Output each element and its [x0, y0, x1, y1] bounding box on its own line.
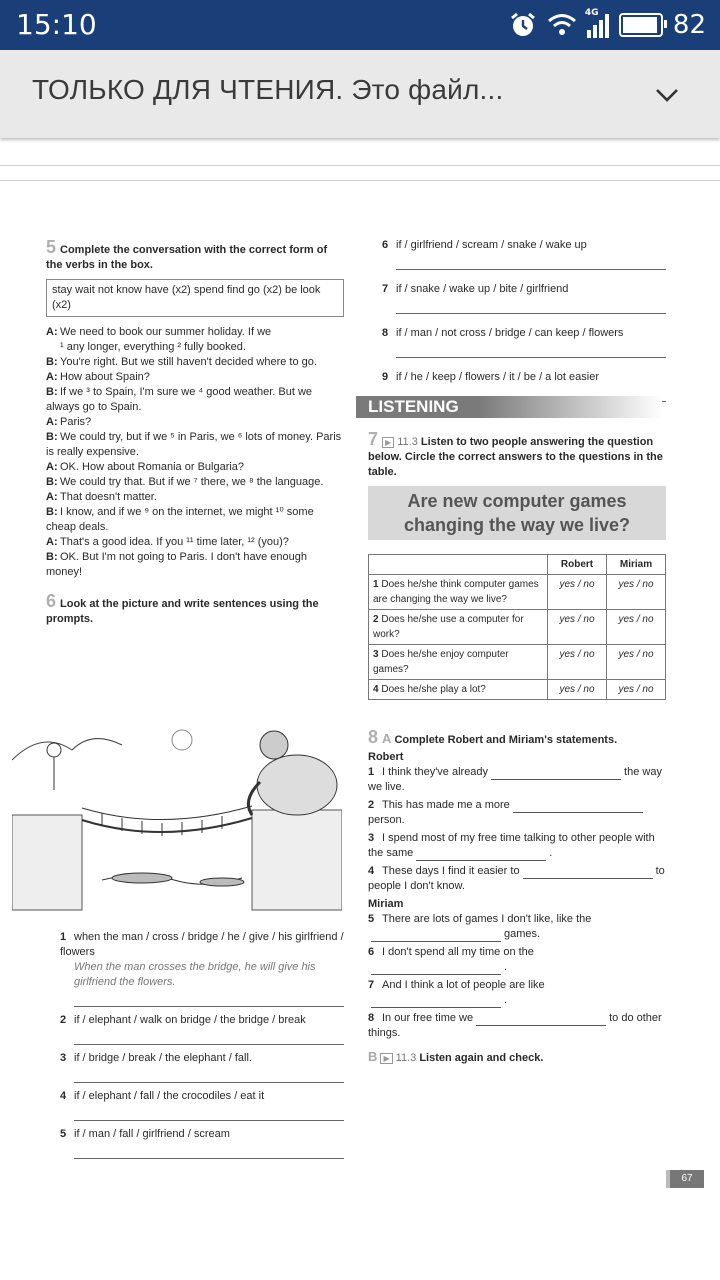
- item-number: 4: [368, 865, 375, 877]
- prompt-text: [382, 238, 666, 253]
- dialogue-line: [46, 505, 344, 535]
- statement-end: .: [504, 994, 508, 1006]
- dialogue-line: [46, 475, 344, 490]
- statement-end: person.: [368, 814, 405, 826]
- document-page[interactable]: [0, 180, 720, 1200]
- item-number: 4: [60, 1090, 67, 1102]
- prompt-text: [60, 1051, 344, 1066]
- prompt-words: if / elephant / fall / the crocodiles / eat it: [74, 1090, 265, 1102]
- statement-start: These days I find it easier to: [382, 865, 520, 877]
- ex5-heading: 5 Complete the conversation with the correct form of the verbs in the box.: [46, 237, 328, 271]
- robert-answer[interactable]: yes / no: [548, 645, 607, 680]
- question-text: Does he/she enjoy computer games?: [373, 649, 509, 675]
- dialogue-line: [46, 460, 344, 475]
- statement-end: to do other things.: [368, 1012, 662, 1039]
- prompt-text: [382, 326, 666, 341]
- answer-line[interactable]: [74, 1146, 344, 1159]
- line-text: We could try that. But if we ⁷ there, we ⁸ the language.: [60, 476, 324, 488]
- dialogue-line: [46, 415, 344, 430]
- item-number: 5: [60, 1128, 67, 1140]
- answer-blank[interactable]: [371, 931, 501, 942]
- table-row: [369, 645, 666, 680]
- statement: [368, 1011, 666, 1041]
- signal-icon: [584, 8, 609, 38]
- statement-start: I don't spend all my time on the: [382, 946, 534, 958]
- divider: [0, 165, 720, 166]
- item-number: 2: [60, 1014, 67, 1026]
- listening-title: LISTENING: [356, 396, 662, 418]
- prompt-text: [60, 1013, 344, 1028]
- ex7-heading: 7 ▶ 11.3 Listen to two people answering the question below. Circle the correct answers to the questions in the table.: [368, 429, 663, 478]
- document-title-bar: [0, 50, 720, 138]
- prompt-item: [382, 238, 666, 270]
- prompt-words: if / bridge / break / the elephant / fall.: [74, 1052, 252, 1064]
- ex6-items-left: [60, 930, 344, 1165]
- ex7-title: Listen to two people answering the question below. Circle the correct answers to the questions in the table.: [368, 436, 663, 478]
- question-cell: [369, 680, 548, 700]
- line-text: Paris?: [60, 416, 92, 428]
- statement: [368, 912, 666, 942]
- line-text: We could try, but if we ⁵ in Paris, we ⁶ lots of money. Paris is really expensive.: [46, 431, 342, 458]
- answer-blank[interactable]: [371, 997, 501, 1008]
- page-number: 67: [670, 1170, 704, 1188]
- prompt-words: if / man / fall / girlfriend / scream: [74, 1128, 230, 1140]
- prompt-text: [60, 930, 344, 960]
- prompt-words: if / elephant / walk on bridge / the bridge / break: [74, 1014, 306, 1026]
- speaker: A:: [46, 536, 58, 548]
- statement-start: I spend most of my free time talking to other people with the same: [368, 832, 655, 859]
- statement-end: .: [504, 961, 508, 973]
- dialogue-line: [46, 325, 344, 340]
- track-number: 11.3: [397, 436, 418, 448]
- answers-table: [368, 554, 666, 700]
- row-number: 2: [373, 614, 379, 625]
- statement: [368, 831, 666, 861]
- alarm-icon: [509, 11, 537, 39]
- answer-blank[interactable]: [416, 850, 546, 861]
- line-text: I know, and if we ⁹ on the internet, we might ¹⁰ some cheap deals.: [46, 506, 314, 533]
- item-number: 5: [368, 913, 375, 925]
- statement: [368, 864, 666, 894]
- answer-line[interactable]: [74, 1070, 344, 1083]
- row-number: 1: [373, 579, 379, 590]
- prompt-item: [382, 326, 666, 358]
- verb-box: stay wait not know have (x2) spend find go (x2) be look (x2): [46, 279, 344, 317]
- answer-line[interactable]: [396, 345, 666, 358]
- item-number: 8: [368, 1012, 375, 1024]
- table-row: [369, 680, 666, 700]
- speaker: A:: [46, 461, 58, 473]
- statement: [368, 765, 666, 795]
- question-cell: [369, 575, 548, 610]
- speaker: A:: [46, 371, 58, 383]
- speaker: A:: [46, 416, 58, 428]
- table-header: Miriam: [607, 555, 666, 575]
- answer-line[interactable]: [74, 1108, 344, 1121]
- chevron-down-icon[interactable]: [652, 80, 682, 110]
- ex8-section: [368, 727, 666, 1066]
- ex6-heading: 6 Look at the picture and write sentences using the prompts.: [46, 591, 319, 625]
- miriam-answer[interactable]: yes / no: [607, 610, 666, 645]
- item-number: 8: [382, 327, 389, 339]
- line-text: That doesn't matter.: [60, 491, 157, 503]
- play-icon[interactable]: ▶: [380, 1053, 392, 1064]
- speaker: B:: [46, 551, 58, 563]
- statement-start: I think they've already: [382, 766, 489, 778]
- row-number: 3: [373, 649, 379, 660]
- line-text: ¹ any longer, everything ² fully booked.: [60, 341, 246, 353]
- answer-blank[interactable]: [523, 868, 653, 879]
- table-row: [369, 575, 666, 610]
- play-icon[interactable]: ▶: [382, 437, 394, 448]
- item-number: 3: [368, 832, 375, 844]
- example-answer: When the man crosses the bridge, he will give his girlfriend the flowers.: [74, 961, 316, 988]
- miriam-answer[interactable]: yes / no: [607, 645, 666, 680]
- prompt-text: [382, 370, 666, 385]
- dialogue-line: [46, 430, 344, 460]
- line-text: How about Spain?: [60, 371, 150, 383]
- speaker: B:: [46, 386, 58, 398]
- miriam-label: Miriam: [368, 898, 404, 910]
- dialogue-line: [46, 340, 344, 355]
- question-cell: [369, 645, 548, 680]
- prompt-words: if / man / not cross / bridge / can keep / flowers: [396, 327, 624, 339]
- answer-blank[interactable]: [513, 802, 643, 813]
- network-type: 4G: [584, 8, 599, 18]
- table-header: [369, 555, 548, 575]
- line-text: You're right. But we still haven't decided where to go.: [60, 356, 317, 368]
- prompt-item: [60, 1089, 344, 1121]
- question-text: Does he/she use a computer for work?: [373, 614, 524, 640]
- answer-line[interactable]: [74, 994, 344, 1007]
- item-number: 6: [368, 946, 375, 958]
- dialogue-line: [46, 385, 344, 415]
- robert-answer[interactable]: yes / no: [548, 680, 607, 700]
- item-number: 3: [60, 1052, 67, 1064]
- prompt-text: [60, 1127, 344, 1142]
- statement: [368, 798, 666, 828]
- question-cell: [369, 610, 548, 645]
- item-number: 9: [382, 371, 389, 383]
- item-number: 6: [382, 239, 389, 251]
- statement-start: And I think a lot of people are like: [382, 979, 545, 991]
- answer-blank[interactable]: [371, 964, 501, 975]
- dialogue-line: [46, 370, 344, 385]
- prompt-text: [60, 1089, 344, 1104]
- wifi-icon: [547, 12, 577, 38]
- ex8-heading: 8 A Complete Robert and Miriam's statements.: [368, 727, 618, 747]
- miriam-answer[interactable]: yes / no: [607, 575, 666, 610]
- line-text: That's a good idea. If you ¹¹ time later, ¹² (you)?: [60, 536, 289, 548]
- question-banner: Are new computer games changing the way we live?: [368, 486, 666, 540]
- line-text: If we ³ to Spain, I'm sure we ⁴ good weather. But we always go to Spain.: [46, 386, 313, 413]
- speaker: B:: [46, 356, 58, 368]
- question-text: Does he/she play a lot?: [381, 684, 486, 695]
- prompt-item: [60, 930, 344, 1007]
- answer-line[interactable]: [396, 257, 666, 270]
- dialogue-line: [46, 355, 344, 370]
- statement-start: There are lots of games I don't like, like the: [382, 913, 592, 925]
- statement-end: games.: [504, 928, 541, 940]
- statement-start: This has made me a more: [382, 799, 510, 811]
- item-number: 1: [368, 766, 375, 778]
- statement: [368, 978, 666, 1008]
- statement-end: to people I don't know.: [368, 865, 665, 892]
- speaker: A:: [46, 491, 58, 503]
- status-icons: [509, 8, 706, 42]
- ex8b-heading: B ▶ 11.3 Listen again and check.: [368, 1049, 544, 1064]
- statement-end: the way we live.: [368, 766, 662, 793]
- line-text: OK. How about Romania or Bulgaria?: [60, 461, 245, 473]
- ex7-section: [368, 429, 666, 700]
- line-text: OK. But I'm not going to Paris. I don't have enough money!: [46, 551, 307, 578]
- speaker: B:: [46, 431, 58, 443]
- dialogue-line: [46, 535, 344, 550]
- item-number: 7: [382, 283, 389, 295]
- status-bar: [0, 0, 720, 50]
- ex5-conversation: [46, 325, 344, 580]
- prompt-text: [382, 282, 666, 297]
- ex6-items-right: [382, 238, 666, 414]
- answer-blank[interactable]: [476, 1015, 606, 1026]
- answer-blank[interactable]: [491, 769, 621, 780]
- row-number: 4: [373, 684, 379, 695]
- statement-end: .: [549, 847, 553, 859]
- left-column: [46, 237, 344, 627]
- speaker: A:: [46, 326, 58, 338]
- prompt-item: [60, 1051, 344, 1083]
- status-time: 15:10: [16, 8, 97, 41]
- answer-line[interactable]: [396, 301, 666, 314]
- prompt-words: if / he / keep / flowers / it / be / a lot easier: [396, 371, 599, 383]
- prompt-words: if / snake / wake up / bite / girlfriend: [396, 283, 569, 295]
- battery-level: 82: [672, 10, 706, 40]
- table-row: [369, 610, 666, 645]
- question-text: Does he/she think computer games are changing the way we live?: [373, 579, 539, 605]
- robert-answer[interactable]: yes / no: [548, 575, 607, 610]
- dialogue-line: [46, 550, 344, 580]
- prompt-words: when the man / cross / bridge / he / give / his girlfriend / flowers: [60, 931, 344, 958]
- item-number: 7: [368, 979, 375, 991]
- document-title: ТОЛЬКО ДЛЯ ЧТЕНИЯ. Это файл...: [32, 74, 504, 105]
- item-number: 2: [368, 799, 375, 811]
- speaker: B:: [46, 506, 58, 518]
- cartoon-picture: [12, 720, 342, 915]
- prompt-words: if / girlfriend / scream / snake / wake up: [396, 239, 587, 251]
- prompt-item: [60, 1013, 344, 1045]
- statement-start: In our free time we: [382, 1012, 474, 1024]
- item-number: 1: [60, 931, 67, 943]
- table-header: Robert: [548, 555, 607, 575]
- miriam-answer[interactable]: yes / no: [607, 680, 666, 700]
- statement: [368, 945, 666, 975]
- prompt-item: [60, 1127, 344, 1159]
- prompt-item: [382, 282, 666, 314]
- answer-line[interactable]: [74, 1032, 344, 1045]
- robert-label: Robert: [368, 751, 404, 763]
- speaker: B:: [46, 476, 58, 488]
- robert-answer[interactable]: yes / no: [548, 610, 607, 645]
- listening-header: [356, 396, 662, 418]
- line-text: We need to book our summer holiday. If we: [60, 326, 272, 338]
- battery-icon: [619, 13, 663, 37]
- dialogue-line: [46, 490, 344, 505]
